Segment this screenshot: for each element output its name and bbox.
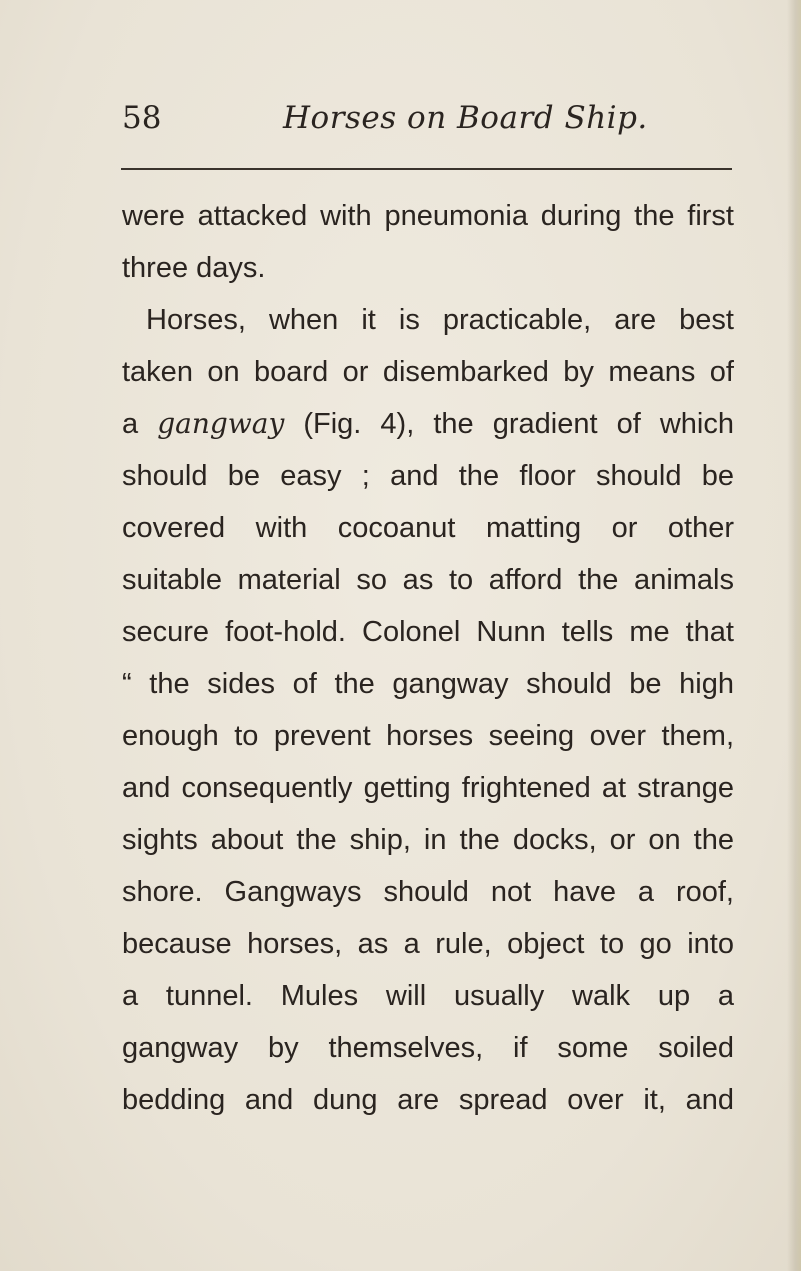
text-line: and consequently getting frightened at strange bbox=[122, 772, 734, 804]
text-line: sights about the ship, in the docks, or on the bbox=[122, 824, 734, 856]
text-line: enough to prevent horses seeing over them, bbox=[122, 720, 734, 752]
text-line: because horses, as a rule, object to go into bbox=[122, 928, 734, 960]
text-run: (Fig. 4), the gradient of which bbox=[284, 408, 734, 440]
text-line: taken on board or disembarked by means of bbox=[122, 356, 734, 388]
text-line: should be easy ; and the floor should be bbox=[122, 460, 734, 492]
running-title: Horses on Board Ship. bbox=[283, 100, 648, 136]
text-line: bedding and dung are spread over it, and bbox=[122, 1084, 734, 1116]
page-header bbox=[0, 96, 801, 140]
text-line: secure foot-hold. Colonel Nunn tells me that bbox=[122, 616, 734, 648]
page-number: 58 bbox=[122, 100, 162, 136]
text-line: “ the sides of the gangway should be high bbox=[122, 668, 734, 700]
text-line: shore. Gangways should not have a roof, bbox=[122, 876, 734, 908]
text-run: a bbox=[122, 408, 158, 440]
text-line: were attacked with pneumonia during the first bbox=[122, 200, 734, 232]
text-line bbox=[122, 398, 734, 450]
text-line: gangway by themselves, if some soiled bbox=[122, 1032, 734, 1064]
italic-term: gangway bbox=[157, 407, 285, 440]
text-line: Horses, when it is practicable, are best bbox=[146, 304, 734, 336]
text-line: covered with cocoanut matting or other bbox=[122, 512, 734, 544]
text-line: three days. bbox=[122, 252, 266, 284]
text-line: suitable material so as to afford the animals bbox=[122, 564, 734, 596]
text-line: a tunnel. Mules will usually walk up a bbox=[122, 980, 734, 1012]
page-edge bbox=[787, 0, 801, 1271]
body-text bbox=[122, 190, 734, 1126]
header-rule bbox=[121, 168, 732, 170]
